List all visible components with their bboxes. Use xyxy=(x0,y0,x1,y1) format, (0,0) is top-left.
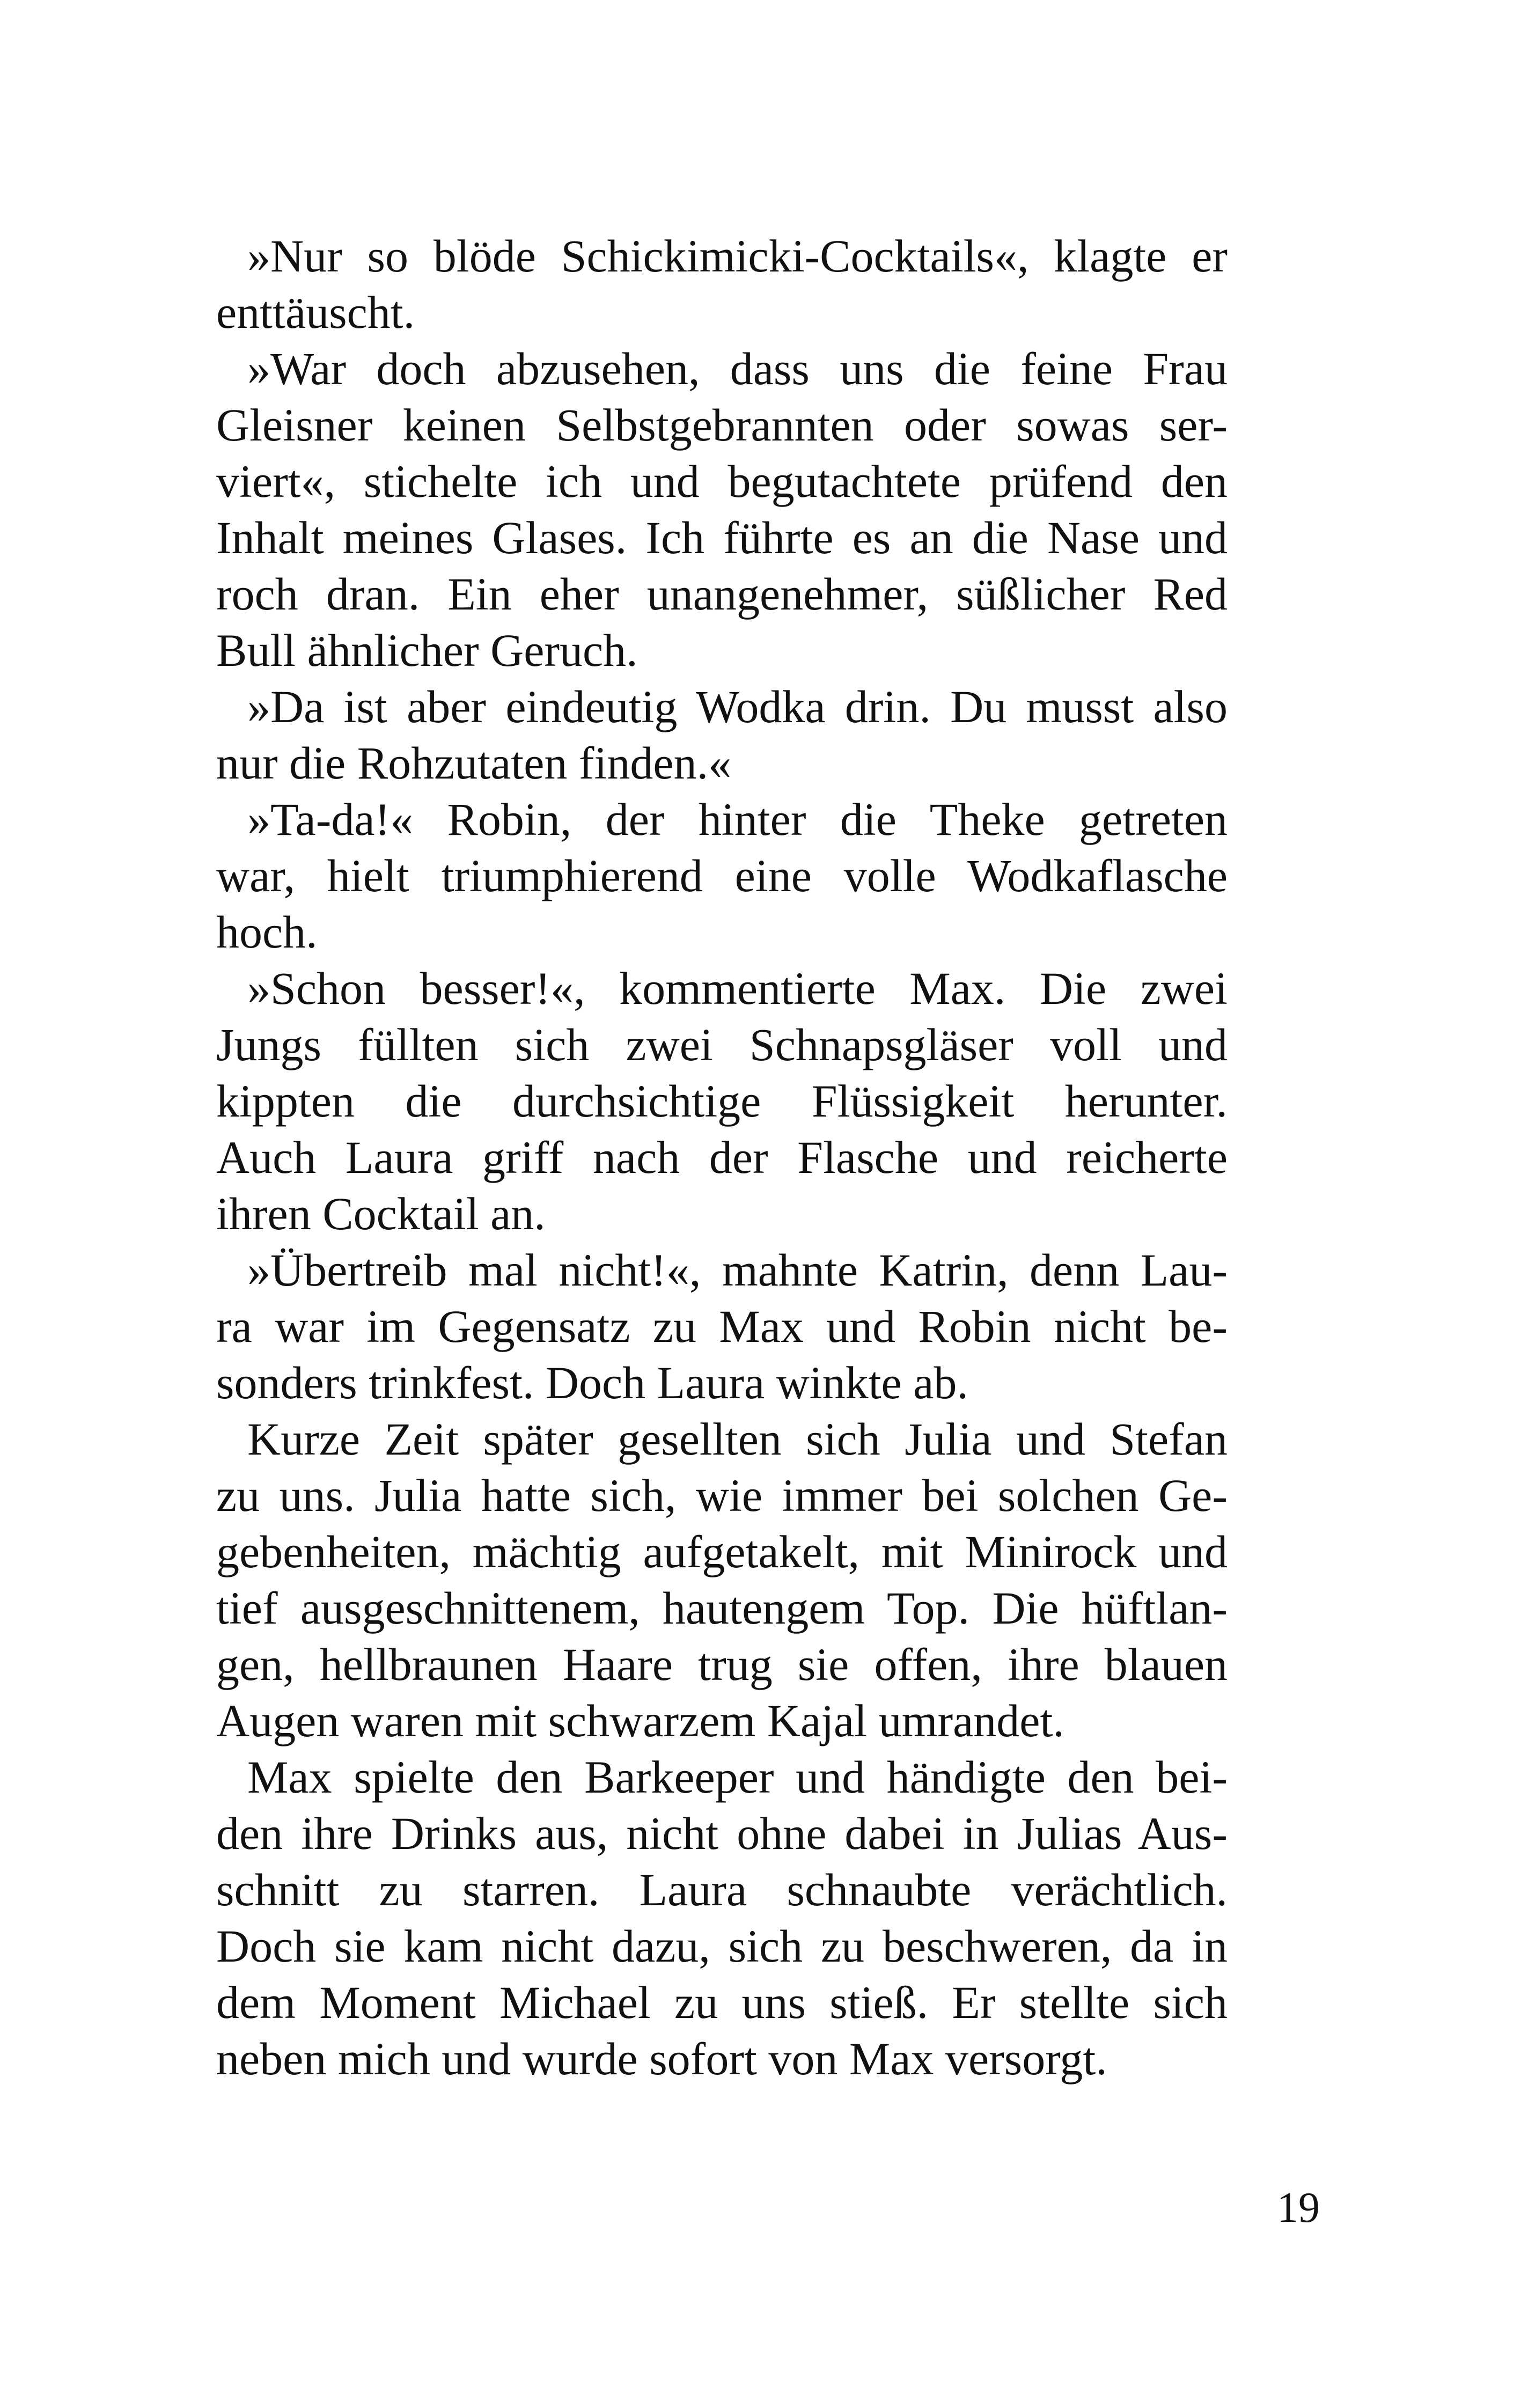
text-line: gebenheiten, mächtig aufgetakelt, mit Minirock und xyxy=(216,1526,1228,1577)
text-line: »Schon besser!«, kommentierte Max. Die zwei xyxy=(247,963,1228,1014)
text-line: den ihre Drinks aus, nicht ohne dabei in Julias Aus- xyxy=(216,1808,1228,1859)
text-line: »War doch abzusehen, dass uns die feine Frau xyxy=(247,343,1228,394)
text-line: gen, hellbraunen Haare trug sie offen, ihre blauen xyxy=(216,1639,1228,1690)
text-line: zu uns. Julia hatte sich, wie immer bei solchen Ge- xyxy=(216,1470,1228,1521)
text-line: war, hielt triumphierend eine volle Wodkaflasche xyxy=(216,850,1228,901)
page-number: 19 xyxy=(1277,2184,1320,2231)
text-line: hoch. xyxy=(216,906,318,958)
text-line: nur die Rohzutaten finden.« xyxy=(216,737,732,789)
text-line: Jungs füllten sich zwei Schnapsgläser voll und xyxy=(216,1019,1228,1070)
text-line: Bull ähnlicher Geruch. xyxy=(216,625,638,676)
text-line: Augen waren mit schwarzem Kajal umrandet. xyxy=(216,1695,1064,1746)
text-line: roch dran. Ein eher unangenehmer, süßlicher Red xyxy=(216,568,1228,620)
text-line: neben mich und wurde sofort von Max versorgt. xyxy=(216,2033,1107,2084)
text-line: Max spielte den Barkeeper und händigte den bei- xyxy=(247,1751,1228,1803)
text-line: enttäuscht. xyxy=(216,287,415,338)
text-line: dem Moment Michael zu uns stieß. Er stellte sich xyxy=(216,1977,1228,2028)
text-line: »Ta-da!« Robin, der hinter die Theke getreten xyxy=(247,794,1228,845)
text-line: viert«, stichelte ich und begutachtete prüfend den xyxy=(216,456,1228,507)
text-line: schnitt zu starren. Laura schnaubte verächtlich. xyxy=(216,1864,1228,1915)
text-line: Doch sie kam nicht dazu, sich zu beschweren, da in xyxy=(216,1920,1228,1972)
text-line: »Nur so blöde Schickimicki-Cocktails«, klagte er xyxy=(247,230,1228,282)
text-line: sonders trinkfest. Doch Laura winkte ab. xyxy=(216,1357,968,1408)
text-line: Kurze Zeit später gesellten sich Julia und Stefan xyxy=(247,1413,1228,1465)
text-line: ihren Cocktail an. xyxy=(216,1188,546,1239)
text-line: »Da ist aber eindeutig Wodka drin. Du musst also xyxy=(247,681,1228,732)
text-line: tief ausgeschnittenem, hautengem Top. Die hüftlan- xyxy=(216,1582,1228,1634)
text-line: kippten die durchsichtige Flüssigkeit herunter. xyxy=(216,1075,1228,1127)
text-line: Inhalt meines Glases. Ich führte es an die Nase und xyxy=(216,512,1228,563)
text-line: ra war im Gegensatz zu Max und Robin nicht be- xyxy=(216,1301,1228,1352)
body-text xyxy=(216,228,1228,2087)
text-line: Gleisner keinen Selbstgebrannten oder sowas ser- xyxy=(216,399,1228,451)
text-line: Auch Laura griff nach der Flasche und reicherte xyxy=(216,1132,1228,1183)
text-line: »Übertreib mal nicht!«, mahnte Katrin, denn Lau- xyxy=(247,1244,1228,1296)
